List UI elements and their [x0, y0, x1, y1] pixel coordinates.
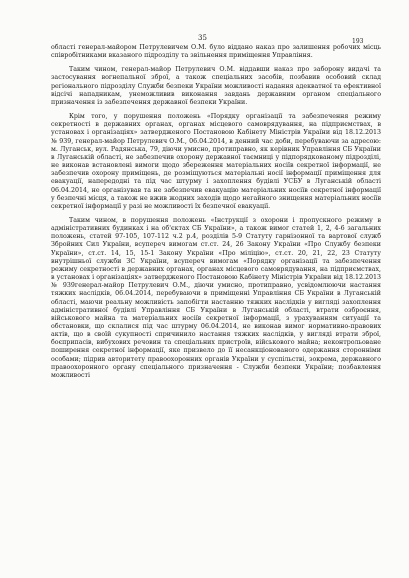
paragraph: Крім того, у порушення положень «Порядку організації та забезпечення режиму секретності в державних органах, органах місцевого самоврядування, на підприємствах, в установах і організаціях» затвердженого Постановою Кабінету Міністрів України від 18.12.2013 № 939, генерал-майор Петрулевич О.М., 06.04.2014, в денний час доби, перебуваючи за адресою: м. Луганськ, вул. Радянська, 79, діючи умисно, протиправно, як керівник Управління СБ України в Луганській області, не забезпечив охорону державної таємниці у підпорядкованому підрозділі, не виконав встановлені вимоги щодо збереження матеріальних носіїв секретної інформації, не забезпечив охорону приміщень, де розміщуються матеріальні носії інформації приміщення для евакуації, напередодні та під час штурму і захоплення будівлі УСБУ в Луганській області 06.04.2014, не організував та не забезпечив евакуацію матеріальних носіїв секретної інформації у безпечні місця, а також не вжив жодних заходів щодо негайного знищення матеріальних носіїв секретної інформації у разі не можливості їх безпечної евакуації. [51, 113, 381, 210]
stamp-number: 193 [352, 38, 364, 45]
paragraph: Таким чином, в порушення положень «Інструкції з охорони і пропускного режиму в адміністративних будинках і на об'єктах СБ України», а також вимог статей 1, 2, 4-6 загальних положень, статей 97-105, 107-112 ч.2 р.4, розділів 5-9 Статуту гарнізонної та вартової служб Збройних Сил України, всупереч вимогам ст.ст. 24, 26 Закону України «Про Службу безпеки України», ст.ст. 14, 15, 15-1 Закону України «Про міліцію», ст.ст. 20, 21, 22, 23 Статуту внутрішньої служби ЗС України, всупереч вимогам «Порядку організації та забезпечення режиму секретності в державних органах, органах місцевого самоврядування, на підприємствах, в установах і організаціях» затвердженого Постановою Кабінету Міністрів України від 18.12.2013 № 939генерал-майор Петрулевич О.М., діючи умисно, протиправно, усвідомлюючи настання тяжких наслідків, 06.04.2014, перебуваючи в приміщенні Управління СБ України в Луганській області, маючи реальну можливість запобігти настанню тяжких наслідків у вигляді захоплення адміністративної будівлі Управління СБ України в Луганській області, втрати озброєння, військового майна та матеріальних носіїв секретної інформації, з урахуванням ситуації та обстановки, що склалися під час штурму 06.04.2014, не виконав вимог нормативно-правових актів, що в своїй сукупності спричинило настання тяжких наслідків, у вигляді втрати зброї, боєприпасів, вибухових речовин та спеціальних пристроїв, військового майна; неконтрольоване поширення секретної інформації, яке призвело до її несанкціонованого одержання сторонніми особами; підрив авторитету правоохоронних органів України у суспільстві, зокрема, державного правоохоронного органу спеціального призначення - Служби безпеки України; позбавлення можливості [51, 216, 381, 379]
paragraph: області генерал-майором Петрулевичем О.М. було віддано наказ про залишення робочих місць співробітниками вказаного підрозділу та звільнення приміщення Управління. [51, 44, 381, 60]
page-number: 35 [198, 34, 207, 42]
paragraph: Таким чином, генерал-майор Петрулевич О.М. віддавши наказ про заборону видачі та застосування вогнепальної зброї, а також спеціальних засобів, позбавив особовий склад регіонального підрозділу Служби безпеки України можливості надання адекватної та ефективної відсічі нападникам, унеможливив виконання завдань державним органом спеціального призначення із забезпечення державної безпеки України. [51, 66, 381, 106]
document-body [51, 44, 381, 380]
